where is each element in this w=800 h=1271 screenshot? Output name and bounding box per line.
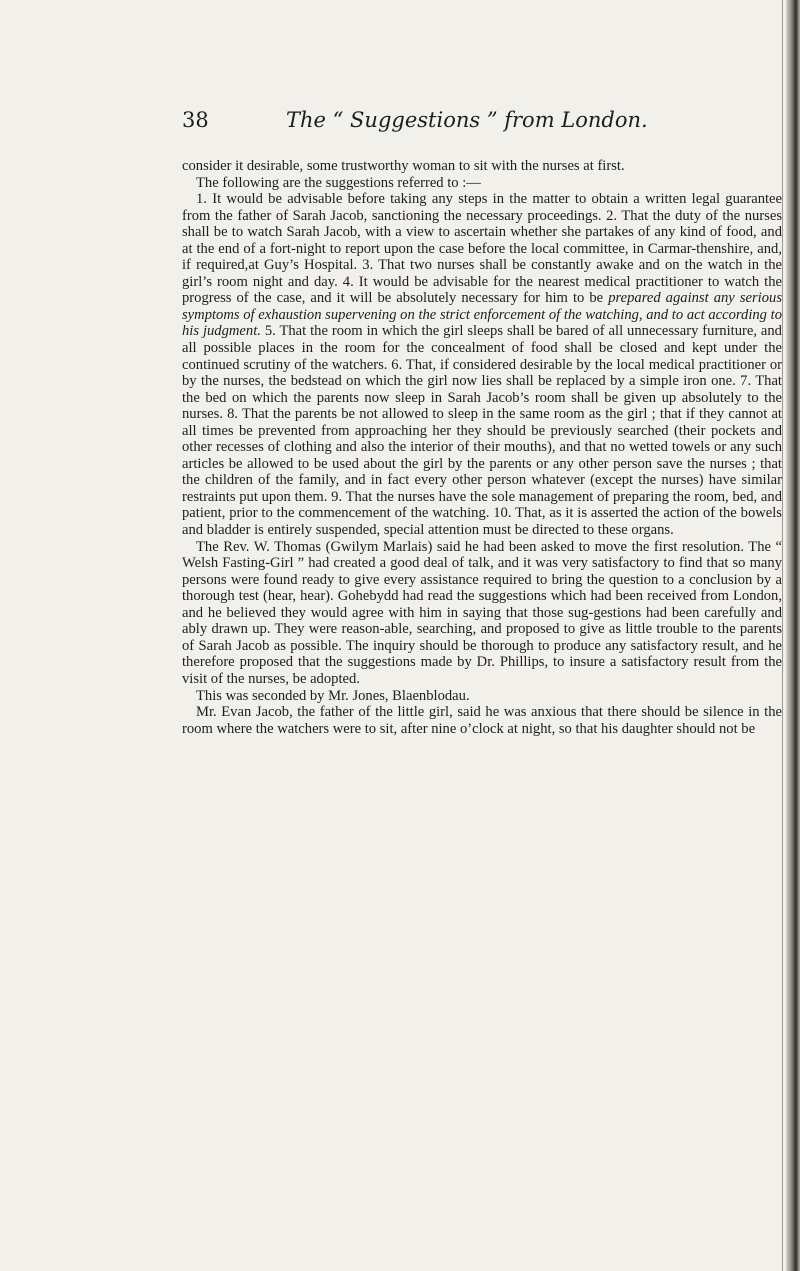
running-title: The “ Suggestions ” from London. xyxy=(286,108,648,132)
page-edge-line xyxy=(782,0,783,1271)
body-text xyxy=(182,158,782,737)
paragraph-text: The Rev. W. Thomas (Gwilym Marlais) said he had been asked to move the first resolution. The “ Welsh Fasting-Girl ” had created a good deal of talk, and it was very satisfactory to find that so many persons were found ready to give every assistance required to bring the question to a conclusion by a thorough test (hear, hear). Gohebydd had read the suggestions which had been received from London, and he believed they would agree with him in saying that those sug-gestions had been carefully and ably drawn up. They were reason-able, searching, and proposed to give as little trouble to the parents of Sarah Jacob as possible. The inquiry should be thorough to produce any satisfactory result, and he therefore proposed that the suggestions made by Dr. Phillips, to insure a satisfactory result from the visit of the nurses, be adopted. xyxy=(182,538,782,687)
paragraph xyxy=(182,191,782,538)
paragraph xyxy=(182,539,782,688)
italic-text: prepared against any serious symptoms of exhaustion supervening on the strict enforcement of the watching, and to act according to his judgment. xyxy=(182,290,783,340)
paragraph xyxy=(182,158,782,175)
paragraph-text: 1. It would be advisable before taking any steps in the matter to obtain a written legal guarantee from the father of Sarah Jacob, sanctioning the necessary proceedings. 2. That the duty of the nurses shall be to watch Sarah Jacob, with a view to ascertain whether she partakes of any kind of food, and at the end of a fort-night to report upon the case before the local committee, in Carmar-thenshire, and, if required,at Guy’s Hospital. 3. That two nurses shall be constantly awake and on the watch in the girl’s room night and day. 4. It would be advisable for the nearest medical practitioner to watch the progress of the case, and it will be absolutely necessary for him to be xyxy=(182,191,782,307)
paragraph-text: This was seconded by Mr. Jones, Blaenblodau. xyxy=(196,687,470,704)
paragraph xyxy=(182,704,782,737)
paragraph-text: Mr. Evan Jacob, the father of the little girl, said he was anxious that there should be silence in the room where the watchers were to sit, after nine o’clock at night, so that his daughter should not be xyxy=(182,704,782,737)
running-header xyxy=(182,108,742,138)
page-number: 38 xyxy=(182,108,209,132)
paragraph-text: The following are the suggestions referred to :— xyxy=(196,174,481,191)
page-edge-shadow xyxy=(786,0,800,1271)
paragraph xyxy=(182,175,782,192)
paragraph-text: 5. That the room in which the girl sleeps shall be bared of all unnecessary furniture, and all possible places in the room for the concealment of food shall be closed and kept under the continued scrutiny of the watchers. 6. That, if considered desirable by the local medical practitioner or by the nurses, the bedstead on which the girl now lies shall be replaced by a simple iron one. 7. That the bed on which the parents now sleep in Sarah Jacob’s room shall be given up absolutely to the nurses. 8. That the parents be not allowed to sleep in the same room as the girl ; that if they cannot at all times be prevented from approaching her they should be previously searched (their pockets and other recesses of clothing and also the interior of their mouths), and that no wetted towels or any such articles be allowed to be used about the girl by the parents or any other person save the nurses ; that the children of the family, and in fact every other person whatever (except the nurses) have similar restraints put upon them. 9. That the nurses have the sole management of preparing the room, bed, and patient, prior to the commencement of the watching. 10. That, as it is asserted the action of the bowels and bladder is entirely suspended, special attention must be directed to these organs. xyxy=(182,323,782,539)
paragraph xyxy=(182,688,782,705)
paragraph-text: consider it desirable, some trustworthy woman to sit with the nurses at first. xyxy=(182,158,625,174)
